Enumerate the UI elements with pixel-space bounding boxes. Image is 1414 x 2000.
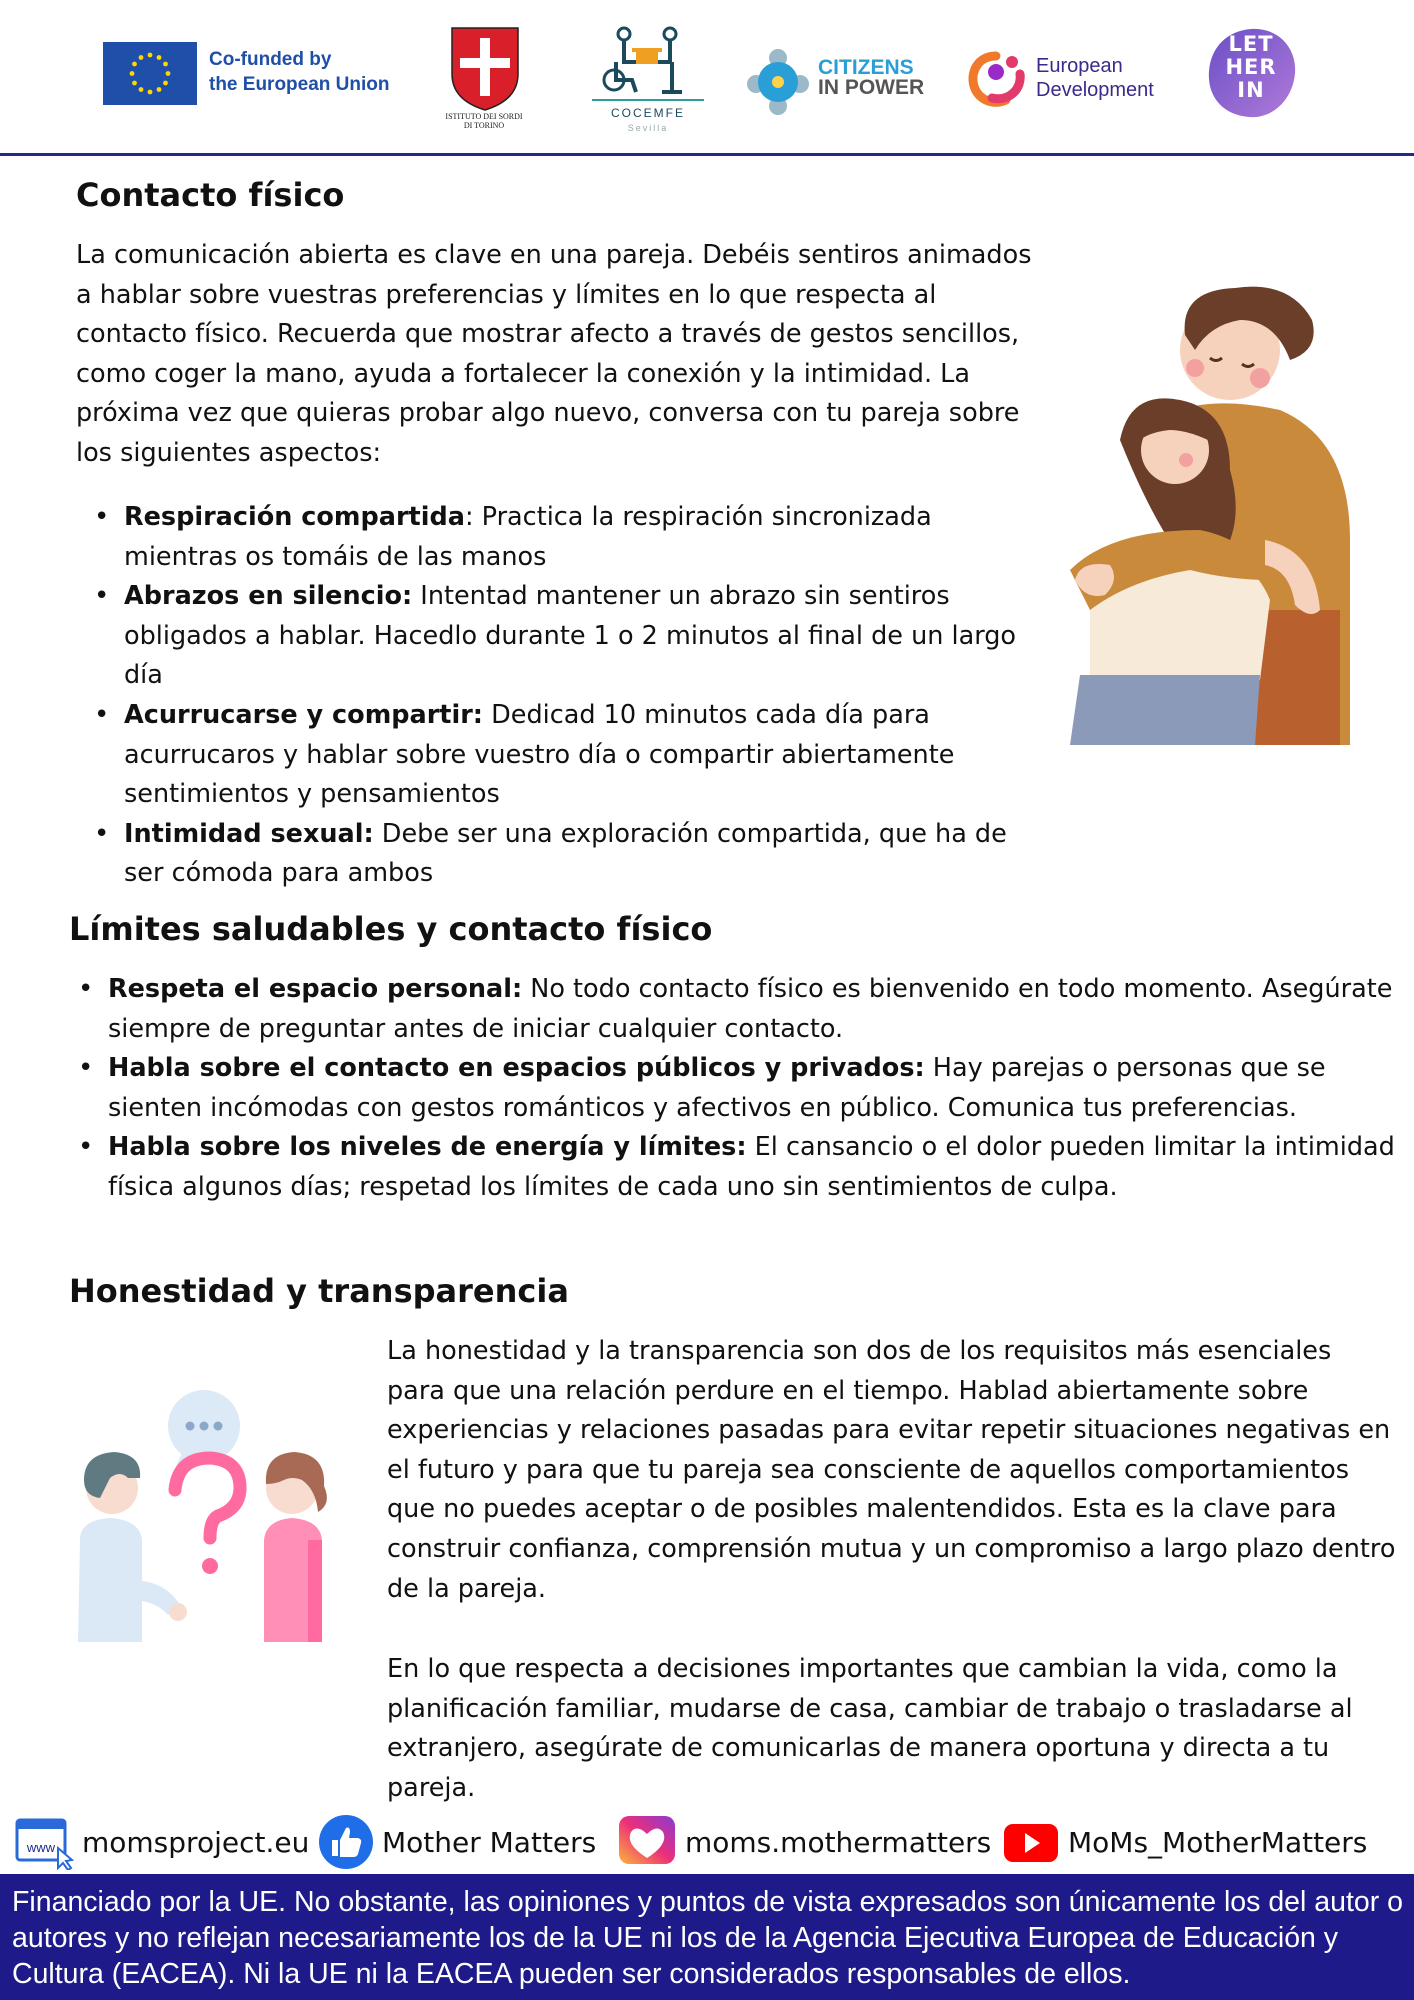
eu-disclaimer-footer: [0, 1874, 1414, 2000]
list-item-text: Intentad mantener un abrazo sin sentiros obligados a hablar. Hacedlo durante 1 o 2 minutos al final de un largo día: [124, 581, 1017, 691]
cocemfe-label: COCEMFE: [611, 106, 685, 120]
web-icon-label: www: [26, 1840, 56, 1855]
disclaimer-text: Financiado por la UE. No obstante, las opiniones y puntos de vista expresados son únicamente los del autor o autores y no reflejan necesariamente los de la UE ni los de la Agencia Ejecutiva Europea de Educación y Cultura (EACEA). Ni la UE ni la EACEA pueden ser considerados responsables de ellos.: [12, 1886, 1404, 1990]
list-item-text: El cansancio o el dolor pueden limitar la intimidad física algunos días; respetad los límites de cada uno sin sentimientos de culpa.: [108, 1132, 1395, 1202]
eudev-label-line1: European: [1036, 55, 1123, 77]
european-development-label: [1036, 54, 1154, 102]
youtube-icon: [1002, 1814, 1060, 1870]
list-item-term: Respeta el espacio personal:: [108, 974, 523, 1004]
let-her-in-label: [1207, 33, 1295, 102]
list-item-text: : Practica la respiración sincronizada mientras os tomáis de las manos: [124, 502, 932, 572]
social-links-bar: [0, 1812, 1414, 1872]
eu-label-line1: Co-funded by: [209, 49, 332, 70]
list-item-term: Habla sobre el contacto en espacios públicos y privados:: [108, 1053, 925, 1084]
list-item: [124, 498, 1044, 577]
website-text: momsproject.eu: [82, 1825, 310, 1859]
list-item-term: Respiración compartida: [124, 502, 465, 532]
letherin-line2: HER: [1225, 55, 1277, 79]
eu-label-line2: the European Union: [209, 74, 390, 95]
torino-label-line1: ISTITUTO DEI SORDI: [445, 112, 523, 121]
contacto-list: [124, 498, 1044, 894]
citizens-label: [818, 58, 924, 98]
logo-header: [0, 0, 1414, 154]
hugging-couple-illustration: [1050, 280, 1370, 750]
section-title-limites: Límites saludables y contacto físico: [69, 910, 713, 948]
contacto-intro-paragraph: La comunicación abierta es clave en una pareja. Debéis sentiros animados a hablar sobre vuestras preferencias y límites en lo que respecta al contacto físico. Recuerda que mostrar afecto a través de gestos sencillos, como coger la mano, ayuda a fortalecer la conexión y la intimidad. La próxima vez que quieras probar algo nuevo, conversa con tu pareja sobre los siguientes aspectos:: [76, 240, 1032, 468]
honestidad-paragraph-2: En lo que respecta a decisiones importantes que cambian la vida, como la planificación familiar, mudarse de casa, cambiar de trabajo o trasladarse al extranjero, asegúrate de comunicarlas de manera oportuna y directa a tu pareja.: [387, 1654, 1353, 1803]
conversation-question-illustration: [70, 1380, 340, 1650]
citizens-label-line1: CITIZENS: [818, 56, 914, 79]
facebook-like-icon: [318, 1814, 374, 1870]
honestidad-paragraph-1: La honestidad y la transparencia son dos de los requisitos más esenciales para que una relación perdure en el tiempo. Hablad abiertamente sobre experiencias y relaciones pasadas para evitar repetir situaciones negativas en el futuro y para que tu pareja sea consciente de aquellos comportamientos que no puedes aceptar o de posibles malentendidos. Esta es la clave para construir confianza, comprensión mutua y un compromiso a largo plazo dentro de la pareja.: [387, 1336, 1396, 1604]
list-item: [108, 970, 1408, 1049]
facebook-text: Mother Matters: [382, 1825, 597, 1859]
youtube-link[interactable]: [1002, 1812, 1367, 1872]
eu-flag-logo: [103, 42, 197, 105]
eudev-label-line2: Development: [1036, 79, 1154, 101]
youtube-text: MoMs_MotherMatters: [1068, 1825, 1368, 1859]
list-item: [124, 577, 1044, 696]
list-item-term: Acurrucarse y compartir:: [124, 699, 484, 730]
torino-label: [428, 112, 540, 130]
list-item-text: Hay parejas o personas que se sienten incómodas con gestos románticos y afectivos en público. Comunica tus preferencias.: [108, 1053, 1326, 1123]
list-item-text: No todo contacto físico es bienvenido en todo momento. Asegúrate siempre de preguntar antes de iniciar cualquier contacto.: [108, 974, 1393, 1044]
header-divider: [0, 153, 1414, 156]
list-item: [124, 696, 1044, 815]
european-development-logo: [964, 46, 1028, 110]
cocemfe-sublabel: Sevilla: [627, 123, 669, 133]
list-item-term: Abrazos en silencio:: [124, 581, 413, 612]
list-item-text: Debe ser una exploración compartida, que ha de ser cómoda para ambos: [124, 818, 1007, 889]
list-item: [124, 815, 1044, 894]
list-item-term: Intimidad sexual:: [124, 818, 374, 849]
eu-cofunded-label: [209, 47, 390, 97]
letherin-line1: LET: [1228, 32, 1274, 56]
list-item: [108, 1128, 1408, 1207]
instagram-text: moms.mothermatters: [685, 1825, 992, 1859]
instagram-link[interactable]: [617, 1812, 991, 1872]
list-item: [108, 1049, 1408, 1128]
section-title-contacto: Contacto físico: [76, 176, 345, 214]
citizens-label-line2: IN POWER: [818, 76, 925, 99]
section-title-honestidad: Honestidad y transparencia: [69, 1272, 569, 1310]
torino-label-line2: DI TORINO: [463, 121, 505, 130]
website-link[interactable]: [14, 1812, 309, 1872]
web-icon: [14, 1814, 74, 1870]
letherin-line3: IN: [1237, 78, 1265, 102]
instagram-heart-icon: [617, 1814, 677, 1870]
list-item-text: Dedicad 10 minutos cada día para acurrucaros y hablar sobre vuestro día o compartir abiertamente sentimientos y pensamientos: [124, 699, 955, 810]
list-item-term: Habla sobre los niveles de energía y límites:: [108, 1132, 747, 1163]
citizens-in-power-logo: [742, 44, 814, 116]
limites-list: [108, 970, 1408, 1208]
facebook-link[interactable]: [318, 1812, 596, 1872]
